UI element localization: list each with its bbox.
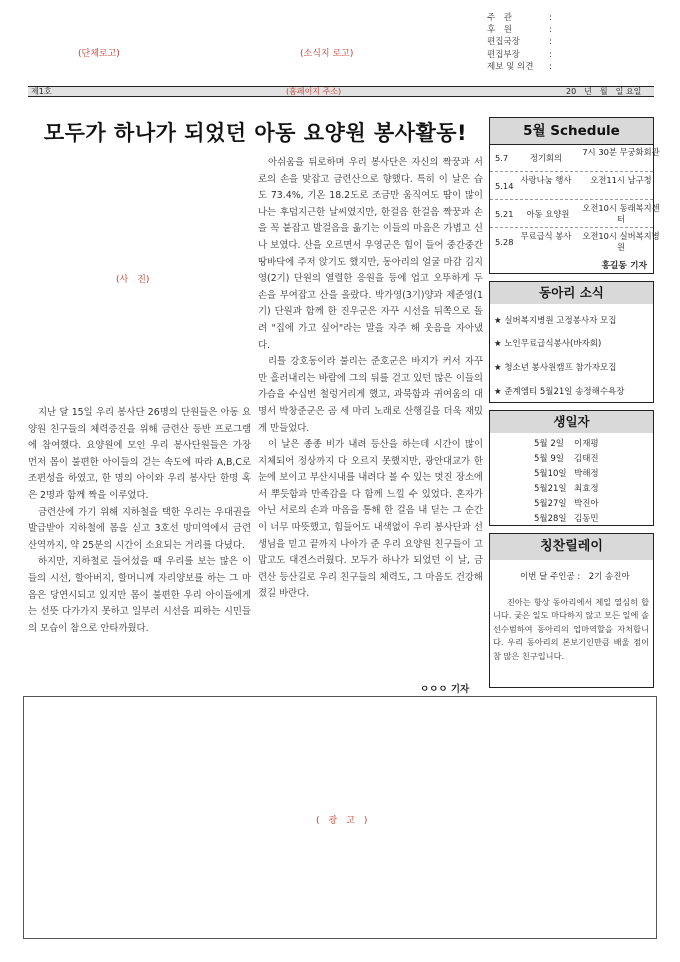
club-news-item: ★ 준계엠티 5월21일 송정해수욕장 (494, 387, 625, 397)
birthday-item: 5월28일 김동민 (534, 514, 599, 524)
org-logo: (단체로고) (78, 49, 120, 59)
newsletter-logo: (소식지 로고) (300, 49, 354, 59)
club-news-box (489, 281, 654, 403)
praise-relay-title: 칭찬릴레이 (490, 534, 653, 560)
ad-placeholder: ( 광 고 ) (316, 816, 368, 826)
birthday-item: 5월21일 최효정 (534, 484, 599, 494)
meta-row: 주 관 : (487, 13, 552, 23)
schedule-box (489, 117, 660, 274)
birthdays-title: 생일자 (490, 411, 653, 433)
article-left-column (28, 405, 251, 637)
meta-row: 편집부장 : (487, 49, 552, 60)
article-reporter: ㅇㅇㅇ 기자 (420, 684, 470, 695)
birthday-item: 5월 2일 이재평 (534, 439, 599, 449)
article-paragraph: 하지만, 지하철로 들어섰을 때 우리를 보는 많은 이들의 시선, 할아버지, 할머니께 자리양보를 하는 그 마음은 당연시되고 있지만 몸이 불편한 우리 아이들에게는 선뜻 다가가지 못하고 일부러 시선을 피하는 시민들의 모습이 참으로 안타까웠다. (28, 556, 251, 634)
schedule-row: 5.28 무료급식 봉사 오전10시 실버복지병원 (490, 227, 653, 255)
ad-area[interactable] (23, 696, 657, 939)
praise-relay-subtitle: 이번 달 주인공 : 2기 송진아 (520, 572, 630, 582)
article-paragraph: 금련산에 가기 위해 지하철을 택한 우리는 우대권을 발급받아 지하철에 몸을 싣고 3호선 망미역에서 금련산역까지, 약 25분의 시간이 소요되는 거리를 다녔다. (28, 506, 251, 551)
issue-bar (28, 86, 654, 97)
schedule-row: 5.21 아동 요양원 오전10시 동래복지센터 (490, 199, 653, 227)
article-paragraph: 이 날은 종종 비가 내려 등산을 하는데 시간이 많이 지체되어 정상까지 다 오르지 못했지만, 광안대교가 한 눈에 보이고 부산시내를 내려다 볼 수 있는 멋진 장소에서 뿌듯함과 만족감을 다 함께 느낄 수 있었다. 혼자가 아닌 서로의 손과 마음을 통해 한 걸음 내 딛는 그 순간이 너무 따뜻했고, 힘들어도 내색없이 우리 봉사단과 선생님을 믿고 끝까지 나아가 준 우리 요양원 친구들이 고맙고도 대견스러웠다. 모두가 하나가 되었던 이 날, 금련산 등산길로 우리 친구들의 체력도, 그 마음도 건강해졌길 바란다. (258, 439, 483, 600)
praise-relay-box (489, 533, 654, 688)
schedule-reporter: 홍길동 기자 (601, 261, 647, 271)
issue-date: 20 년 월 일 요일 (566, 87, 642, 96)
club-news-item: ★ 청소년 봉사원캠프 참가자모집 (494, 363, 617, 373)
birthday-item: 5월 9일 김태진 (534, 454, 599, 464)
club-news-title: 동아리 소식 (490, 282, 653, 304)
club-news-item: ★ 노인무료급식봉사(바자회) (494, 339, 602, 349)
schedule-title: 5월 Schedule (490, 118, 653, 145)
article-right-column (258, 155, 483, 603)
article-headline: 모두가 하나가 되었던 아동 요양원 봉사활동! (43, 121, 468, 145)
birthday-item: 5월10일 박해정 (534, 469, 599, 479)
article-paragraph: 지난 달 15일 우리 봉사단 26명의 단원들은 아동 요양원 친구들의 체력증진을 위해 금련산 등반 프로그램에 참여했다. 요양원에 모인 우리 봉사단원들은 가장 먼저 몸이 불편한 아이들의 걷는 속도에 따라 A,B,C로 조편성을 하였고, 한 명의 아이와 우리 봉사단 한명 혹은 2명과 함께 짝을 이루었다. (28, 407, 251, 501)
meta-row: 편집국장 : (487, 37, 552, 48)
schedule-row: 5.7 정기회의 7시 30분 무궁화회관 (495, 147, 660, 163)
photo-placeholder: (사 진) (116, 275, 150, 285)
article-paragraph: 리틀 강호동이라 불리는 준호군은 바지가 커서 자꾸만 흘러내리는 바람에 그의 뒤를 걷고 있던 많은 이들의 가슴을 수십번 철렁거리게 했고, 과묵함과 귀여움의 대명서 박창준군은 곰 세 마리 노래로 산행길을 더욱 재밌게 만들었다. (258, 356, 483, 434)
article-photo (28, 160, 251, 390)
homepage-address[interactable]: (홈페이지 주소) (286, 87, 342, 96)
meta-row: 제보 및 의견 : (487, 61, 552, 72)
praise-relay-text: 진아는 항상 동아리에서 제일 열심히 합니다. 궂은 일도 마다하지 않고 모든 일에 솔선수범하여 동아리의 업마역할을 자처합니다. 우리 동아리의 본보기인만큼 배울 점이 참 많은 친구입니다. (493, 597, 649, 661)
article-paragraph: 아쉬움을 뒤로하며 우리 봉사단은 자신의 짝꿍과 서로의 손을 맞잡고 금련산으로 향했다. 특히 이 날은 습도 73.4%, 기온 18.2도로 조금만 움직여도 땀이 많이 나는 후덥지근한 날씨였지만, 한걸음 한걸음 짝꿍과 손을 꼭 붙잡고 발걸음을 옮기는 이들의 마음은 가볍고 신나 보였다. 산을 오르면서 우영군은 힘이 들어 중간중간 땅바닥에 주저 앉기도 했지만, 동아리의 얼굴 마감 김지영(2기) 단원의 열렬한 응원을 등에 업고 오뚜하게 두 손을 부여잡고 산을 올랐다. 박가영(3기)양과 제준영(1기) 단원과 함께 한 진우군은 자꾸 시선을 뒤쪽으로 돌려 "집에 가고 싶어"라는 말을 자주 해 웃음을 자아냈다. (258, 157, 483, 351)
schedule-row: 5.14 사랑나눔 행사 오전11시 남구청 (490, 171, 653, 199)
birthday-item: 5월27일 박진아 (534, 499, 599, 509)
issue-number: 제1호 (31, 87, 52, 96)
meta-row: 후 원 : (487, 25, 552, 36)
club-news-item: ★ 실버복지병원 고정봉사자 모집 (494, 316, 617, 326)
birthdays-box (489, 410, 654, 526)
masthead-meta (487, 12, 552, 73)
